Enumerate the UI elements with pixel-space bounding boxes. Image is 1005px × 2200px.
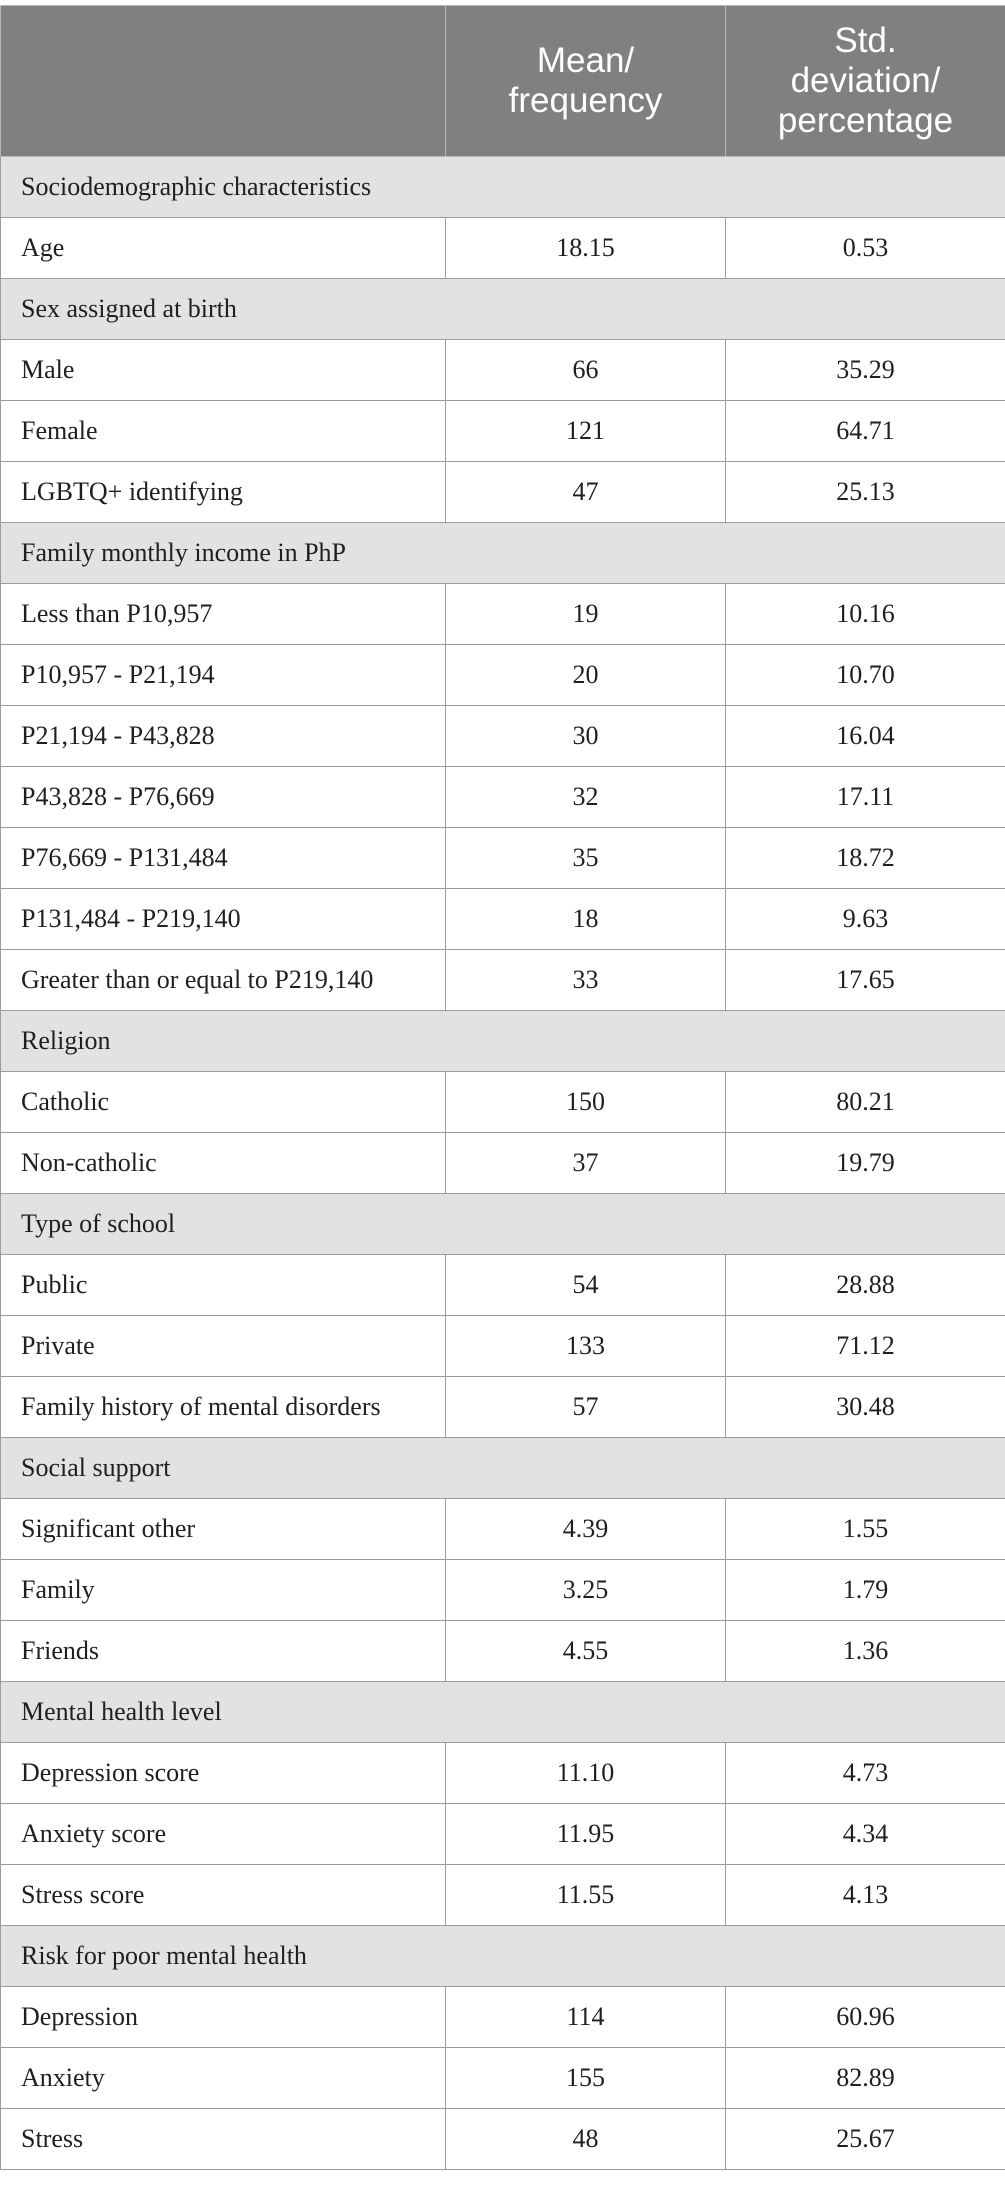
data-table <box>0 5 1005 2170</box>
row-label: Public <box>1 1255 446 1316</box>
std-deviation-percentage-value: 35.29 <box>726 340 1005 401</box>
header-cell-label <box>1 6 446 157</box>
std-deviation-percentage-value: 82.89 <box>726 2048 1005 2109</box>
mean-frequency-value: 48 <box>446 2109 726 2170</box>
mean-frequency-value: 133 <box>446 1316 726 1377</box>
section-header-row <box>1 1011 1005 1072</box>
std-deviation-percentage-value: 4.34 <box>726 1804 1005 1865</box>
mean-frequency-value: 150 <box>446 1072 726 1133</box>
std-deviation-percentage-value: 4.13 <box>726 1865 1005 1926</box>
table-row <box>1 1804 1005 1865</box>
table-row <box>1 584 1005 645</box>
row-label: Greater than or equal to P219,140 <box>1 950 446 1011</box>
row-label: Female <box>1 401 446 462</box>
header-cell-mean-frequency: Mean/ frequency <box>446 6 726 157</box>
section-header-row <box>1 279 1005 340</box>
row-label: LGBTQ+ identifying <box>1 462 446 523</box>
mean-frequency-value: 66 <box>446 340 726 401</box>
mean-frequency-value: 37 <box>446 1133 726 1194</box>
table-row <box>1 706 1005 767</box>
std-deviation-percentage-value: 30.48 <box>726 1377 1005 1438</box>
section-header-row <box>1 157 1005 218</box>
header-row <box>1 6 1005 157</box>
table-row <box>1 1865 1005 1926</box>
row-label: Less than P10,957 <box>1 584 446 645</box>
table-row <box>1 401 1005 462</box>
table-row <box>1 889 1005 950</box>
std-deviation-percentage-value: 71.12 <box>726 1316 1005 1377</box>
table-row <box>1 950 1005 1011</box>
std-deviation-percentage-value: 19.79 <box>726 1133 1005 1194</box>
std-deviation-percentage-value: 64.71 <box>726 401 1005 462</box>
table-row <box>1 767 1005 828</box>
std-deviation-percentage-value: 25.67 <box>726 2109 1005 2170</box>
table-row <box>1 340 1005 401</box>
table-row <box>1 2048 1005 2109</box>
section-label: Mental health level <box>1 1682 1005 1743</box>
section-header-row <box>1 1682 1005 1743</box>
mean-frequency-value: 11.95 <box>446 1804 726 1865</box>
section-label: Social support <box>1 1438 1005 1499</box>
std-deviation-percentage-value: 1.36 <box>726 1621 1005 1682</box>
std-deviation-percentage-value: 0.53 <box>726 218 1005 279</box>
std-deviation-percentage-value: 17.65 <box>726 950 1005 1011</box>
row-label: Stress score <box>1 1865 446 1926</box>
mean-frequency-value: 47 <box>446 462 726 523</box>
mean-frequency-value: 20 <box>446 645 726 706</box>
table-row <box>1 1621 1005 1682</box>
section-label: Risk for poor mental health <box>1 1926 1005 1987</box>
row-label: Family history of mental disorders <box>1 1377 446 1438</box>
row-label: P10,957 - P21,194 <box>1 645 446 706</box>
table-row <box>1 645 1005 706</box>
row-label: Anxiety score <box>1 1804 446 1865</box>
mean-frequency-value: 18.15 <box>446 218 726 279</box>
section-label: Sociodemographic characteristics <box>1 157 1005 218</box>
table-row <box>1 1377 1005 1438</box>
row-label: Depression <box>1 1987 446 2048</box>
row-label: Private <box>1 1316 446 1377</box>
section-header-row <box>1 1438 1005 1499</box>
section-label: Religion <box>1 1011 1005 1072</box>
row-label: Male <box>1 340 446 401</box>
mean-frequency-value: 3.25 <box>446 1560 726 1621</box>
row-label: Catholic <box>1 1072 446 1133</box>
std-deviation-percentage-value: 60.96 <box>726 1987 1005 2048</box>
mean-frequency-value: 11.10 <box>446 1743 726 1804</box>
std-deviation-percentage-value: 18.72 <box>726 828 1005 889</box>
std-deviation-percentage-value: 28.88 <box>726 1255 1005 1316</box>
std-deviation-percentage-value: 1.55 <box>726 1499 1005 1560</box>
table-row <box>1 1560 1005 1621</box>
section-header-row <box>1 523 1005 584</box>
mean-frequency-value: 4.55 <box>446 1621 726 1682</box>
table-row <box>1 828 1005 889</box>
std-deviation-percentage-value: 80.21 <box>726 1072 1005 1133</box>
mean-frequency-value: 30 <box>446 706 726 767</box>
section-header-row <box>1 1194 1005 1255</box>
table-row <box>1 2109 1005 2170</box>
row-label: Depression score <box>1 1743 446 1804</box>
section-label: Sex assigned at birth <box>1 279 1005 340</box>
table-header <box>1 6 1005 157</box>
row-label: P43,828 - P76,669 <box>1 767 446 828</box>
section-label: Family monthly income in PhP <box>1 523 1005 584</box>
mean-frequency-value: 18 <box>446 889 726 950</box>
mean-frequency-value: 57 <box>446 1377 726 1438</box>
mean-frequency-value: 54 <box>446 1255 726 1316</box>
row-label: Friends <box>1 1621 446 1682</box>
table-row <box>1 1255 1005 1316</box>
mean-frequency-value: 155 <box>446 2048 726 2109</box>
table-row <box>1 1499 1005 1560</box>
mean-frequency-value: 114 <box>446 1987 726 2048</box>
row-label: Significant other <box>1 1499 446 1560</box>
row-label: P21,194 - P43,828 <box>1 706 446 767</box>
mean-frequency-value: 33 <box>446 950 726 1011</box>
std-deviation-percentage-value: 10.16 <box>726 584 1005 645</box>
row-label: Anxiety <box>1 2048 446 2109</box>
row-label: Family <box>1 1560 446 1621</box>
table-row <box>1 1316 1005 1377</box>
std-deviation-percentage-value: 25.13 <box>726 462 1005 523</box>
mean-frequency-value: 35 <box>446 828 726 889</box>
std-deviation-percentage-value: 1.79 <box>726 1560 1005 1621</box>
data-table-container <box>0 5 1005 2170</box>
table-row <box>1 1072 1005 1133</box>
row-label: Non-catholic <box>1 1133 446 1194</box>
table-row <box>1 462 1005 523</box>
mean-frequency-value: 4.39 <box>446 1499 726 1560</box>
table-row <box>1 1133 1005 1194</box>
std-deviation-percentage-value: 4.73 <box>726 1743 1005 1804</box>
mean-frequency-value: 19 <box>446 584 726 645</box>
table-row <box>1 1743 1005 1804</box>
row-label: P76,669 - P131,484 <box>1 828 446 889</box>
row-label: Stress <box>1 2109 446 2170</box>
row-label: Age <box>1 218 446 279</box>
table-body <box>1 157 1005 2170</box>
std-deviation-percentage-value: 17.11 <box>726 767 1005 828</box>
mean-frequency-value: 32 <box>446 767 726 828</box>
mean-frequency-value: 121 <box>446 401 726 462</box>
row-label: P131,484 - P219,140 <box>1 889 446 950</box>
table-row <box>1 1987 1005 2048</box>
section-header-row <box>1 1926 1005 1987</box>
mean-frequency-value: 11.55 <box>446 1865 726 1926</box>
header-cell-std-deviation-percentage: Std. deviation/ percentage <box>726 6 1005 157</box>
std-deviation-percentage-value: 9.63 <box>726 889 1005 950</box>
std-deviation-percentage-value: 16.04 <box>726 706 1005 767</box>
std-deviation-percentage-value: 10.70 <box>726 645 1005 706</box>
table-row <box>1 218 1005 279</box>
section-label: Type of school <box>1 1194 1005 1255</box>
